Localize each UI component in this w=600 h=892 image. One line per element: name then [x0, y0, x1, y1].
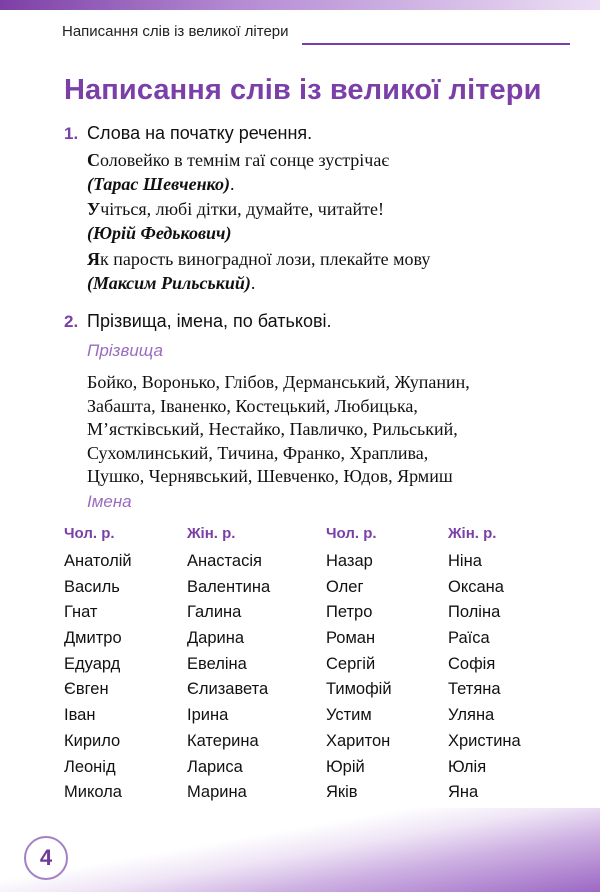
name-item: Гнат — [64, 603, 98, 622]
surnames-list — [87, 371, 587, 489]
name-item: Ніна — [448, 552, 482, 570]
page-title: Написання слів із великої літери — [64, 74, 542, 106]
name-item: Марина — [187, 783, 247, 802]
quote-1-tail: . — [230, 174, 235, 194]
column-header: Чол. р. — [64, 525, 115, 542]
quote-2-author: (Юрій Федькович) — [87, 223, 232, 243]
quote-3-tail: . — [250, 273, 256, 293]
surnames-line: Сухомлинський, Тичина, Франко, Храплива, — [87, 442, 429, 463]
names-column-female-2 — [448, 523, 521, 806]
name-item: Раїса — [448, 629, 490, 648]
name-item: Анатолій — [64, 552, 132, 570]
name-item: Тимофій — [326, 680, 392, 699]
name-item: Роман — [326, 629, 376, 648]
section-1-number: 1. — [64, 124, 79, 143]
name-item: Євген — [64, 680, 109, 699]
column-header: Чол. р. — [326, 525, 377, 542]
name-item: Кирило — [64, 731, 121, 750]
name-item: Яна — [448, 783, 479, 802]
quote-1 — [87, 148, 389, 196]
running-header: Написання слів із великої літери — [62, 23, 289, 40]
page-number-text: 4 — [39, 845, 53, 870]
header-rule — [302, 43, 570, 45]
name-item: Яків — [326, 783, 358, 802]
quote-3-text: к парость виноградної лози, плекайте мову — [100, 249, 431, 269]
name-item: Харитон — [326, 731, 391, 750]
name-item: Лариса — [187, 757, 243, 776]
name-item: Микола — [64, 783, 122, 802]
name-item: Сергій — [326, 654, 376, 673]
name-item: Устим — [326, 706, 372, 725]
surnames-line: Забашта, Іваненко, Костецький, Любицька, — [87, 395, 418, 416]
name-item: Поліна — [448, 603, 501, 622]
name-item: Єлизавета — [187, 680, 269, 699]
name-item: Петро — [326, 603, 373, 622]
name-item: Галина — [187, 603, 242, 622]
bottom-decorative-band — [0, 808, 600, 892]
quote-2-text: чіться, любі дітки, думайте, читайте! — [100, 199, 385, 219]
name-item: Іван — [64, 706, 96, 725]
name-item: Назар — [326, 552, 373, 570]
quote-2-initial: У — [87, 199, 101, 219]
name-item: Оксана — [448, 577, 504, 596]
name-item: Евеліна — [187, 654, 247, 673]
page-number — [24, 836, 68, 880]
name-item: Валентина — [187, 577, 271, 596]
quote-3 — [87, 247, 430, 295]
surnames-subheading: Прізвища — [87, 341, 163, 360]
top-decorative-strip — [0, 0, 600, 10]
name-item: Дмитро — [64, 629, 122, 648]
names-column-male-1 — [64, 523, 132, 806]
quote-2 — [87, 197, 384, 245]
surnames-line: Бойко, Воронько, Глібов, Дерманський, Жупанин, — [87, 372, 470, 392]
name-item: Ірина — [187, 706, 229, 725]
names-subheading: Імена — [87, 492, 132, 511]
section-2-number: 2. — [64, 312, 79, 331]
name-item: Христина — [448, 731, 521, 750]
name-item: Олег — [326, 577, 364, 596]
quote-1-initial: С — [87, 150, 100, 170]
name-item: Юрій — [326, 757, 365, 776]
section-2-heading: Прізвища, імена, по батькові. — [87, 311, 332, 331]
name-item: Катерина — [187, 731, 259, 750]
surnames-line: Цушко, Чернявський, Шевченко, Юдов, Ярмиш — [87, 466, 453, 486]
name-item: Леонід — [64, 757, 116, 776]
name-item: Дарина — [187, 629, 245, 648]
quote-1-author: (Тарас Шевченко) — [87, 174, 230, 194]
name-item: Василь — [64, 577, 120, 596]
quote-1-text: оловейко в темнім гаї сонце зустрічає — [100, 150, 390, 170]
name-item: Анастасія — [187, 552, 262, 570]
quote-3-initial: Я — [87, 249, 100, 269]
names-column-male-2 — [326, 523, 392, 806]
section-1-heading: Слова на початку речення. — [87, 123, 313, 143]
name-item: Юлія — [448, 757, 487, 776]
quote-3-author: (Максим Рильський) — [87, 273, 251, 293]
column-header: Жін. р. — [448, 525, 497, 542]
name-item: Едуард — [64, 654, 121, 673]
name-item: Уляна — [448, 706, 495, 725]
name-item: Софія — [448, 654, 496, 673]
column-header: Жін. р. — [187, 525, 236, 542]
surnames-line: М’ястківський, Нестайко, Павличко, Рильський, — [87, 419, 458, 439]
names-column-female-1 — [187, 523, 270, 806]
name-item: Тетяна — [448, 680, 501, 699]
